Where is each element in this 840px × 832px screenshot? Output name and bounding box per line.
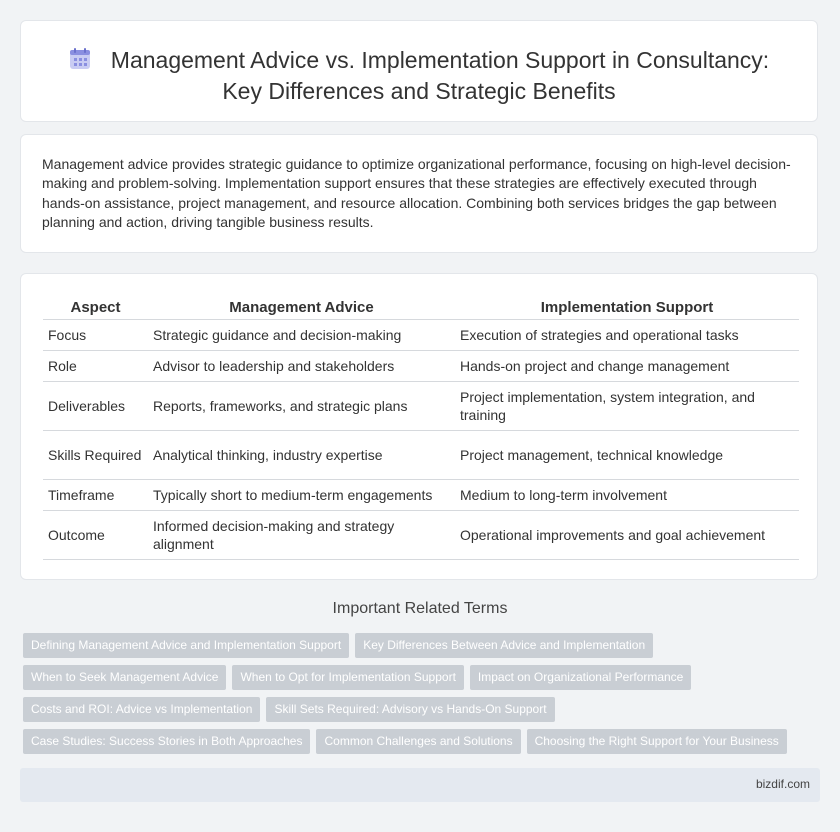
table-row (43, 480, 799, 511)
table-row (43, 320, 799, 351)
title-line-1: Management Advice vs. Implementation Support in Consultancy: (110, 47, 770, 73)
cell-management-advice: Typically short to medium-term engagements (148, 480, 455, 511)
cell-aspect: Role (43, 351, 148, 382)
related-term-tag[interactable]: When to Opt for Implementation Support (232, 665, 463, 690)
cell-management-advice: Reports, frameworks, and strategic plans (148, 382, 455, 431)
cell-aspect: Focus (43, 320, 148, 351)
tag-row (23, 633, 813, 665)
cell-implementation-support: Project management, technical knowledge (455, 431, 799, 480)
related-term-tag[interactable]: When to Seek Management Advice (23, 665, 226, 690)
footer-bar (20, 768, 820, 802)
related-term-tag[interactable]: Impact on Organizational Performance (470, 665, 691, 690)
cell-implementation-support: Medium to long-term involvement (455, 480, 799, 511)
table-row (43, 431, 799, 480)
table-row (43, 511, 799, 560)
related-term-tag[interactable]: Defining Management Advice and Implementation Support (23, 633, 349, 658)
header-aspect: Aspect (43, 296, 148, 320)
cell-management-advice: Informed decision-making and strategy alignment (148, 511, 455, 560)
title-card (20, 20, 818, 122)
cell-aspect: Timeframe (43, 480, 148, 511)
related-terms-list (23, 633, 813, 761)
footer-site-link[interactable]: bizdif.com (755, 777, 810, 791)
cell-management-advice: Analytical thinking, industry expertise (148, 431, 455, 480)
related-term-tag[interactable]: Choosing the Right Support for Your Business (527, 729, 787, 754)
table-row (43, 382, 799, 431)
tag-row (23, 729, 813, 761)
related-terms-heading: Important Related Terms (332, 600, 508, 617)
cell-aspect: Outcome (43, 511, 148, 560)
tag-row (23, 697, 813, 729)
calendar-icon (69, 47, 91, 69)
related-term-tag[interactable]: Skill Sets Required: Advisory vs Hands-On Support (266, 697, 554, 722)
comparison-card (20, 273, 818, 580)
cell-management-advice: Strategic guidance and decision-making (148, 320, 455, 351)
cell-implementation-support: Hands-on project and change management (455, 351, 799, 382)
title-line-2: Key Differences and Strategic Benefits (222, 78, 616, 104)
related-term-tag[interactable]: Costs and ROI: Advice vs Implementation (23, 697, 260, 722)
cell-implementation-support: Project implementation, system integration, and training (455, 382, 799, 431)
table-header-row (43, 296, 799, 320)
intro-paragraph: Management advice provides strategic guidance to optimize organizational performance, focusing on high-level decision-making and problem-solving. Implementation support ensures that these strategies are effectively executed through hands-on assistance, project management, and resource allocation. Combining both services bridges the gap between planning and action, driving tangible business results. (42, 156, 791, 231)
cell-implementation-support: Execution of strategies and operational tasks (455, 320, 799, 351)
related-term-tag[interactable]: Key Differences Between Advice and Implementation (355, 633, 653, 658)
intro-card (20, 134, 818, 253)
cell-aspect: Deliverables (43, 382, 148, 431)
page-title (21, 45, 817, 107)
related-term-tag[interactable]: Common Challenges and Solutions (316, 729, 520, 754)
comparison-table (43, 296, 799, 560)
cell-aspect: Skills Required (43, 431, 148, 480)
tag-row (23, 665, 813, 697)
cell-implementation-support: Operational improvements and goal achievement (455, 511, 799, 560)
header-management-advice: Management Advice (148, 296, 455, 320)
cell-management-advice: Advisor to leadership and stakeholders (148, 351, 455, 382)
related-term-tag[interactable]: Case Studies: Success Stories in Both Approaches (23, 729, 310, 754)
header-implementation-support: Implementation Support (455, 296, 799, 320)
table-row (43, 351, 799, 382)
